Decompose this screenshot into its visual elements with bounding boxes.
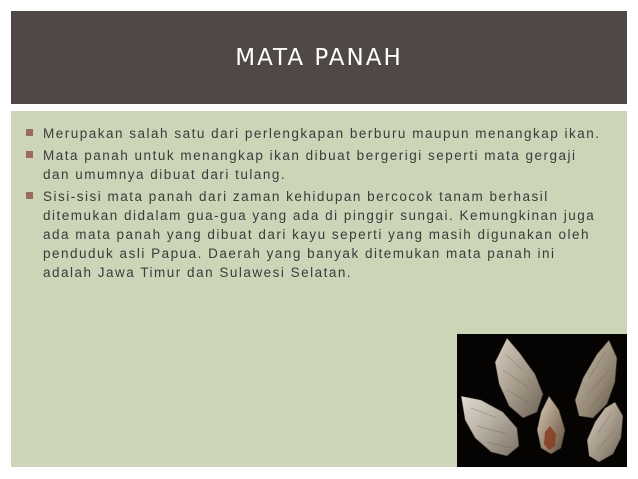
bullet-item <box>26 146 606 184</box>
bullet-square-icon <box>26 129 33 136</box>
title-bar <box>11 11 627 104</box>
bullet-square-icon <box>26 192 33 199</box>
bullet-item <box>26 124 606 143</box>
arrowheads-photo <box>457 334 627 467</box>
bullet-list <box>26 124 606 285</box>
arrowheads-illustration <box>457 334 627 467</box>
bullet-square-icon <box>26 151 33 158</box>
bullet-item <box>26 187 606 282</box>
slide-title: MATA PANAH <box>235 44 403 71</box>
bullet-text: Mata panah untuk menangkap ikan dibuat bergerigi seperti mata gergaji dan umumnya dibuat dari tulang. <box>43 148 577 182</box>
bullet-text: Sisi-sisi mata panah dari zaman kehidupan bercocok tanam berhasil ditemukan didalam gua-gua yang ada di pinggir sungai. Kemungkinan juga ada mata panah yang dibuat dari kayu seperti yang masih digunakan oleh penduduk asli Papua. Daerah yang banyak ditemukan mata panah ini adalah Jawa Timur dan Sulawesi Selatan. <box>43 189 596 280</box>
bullet-text: Merupakan salah satu dari perlengkapan berburu maupun menangkap ikan. <box>43 126 601 141</box>
